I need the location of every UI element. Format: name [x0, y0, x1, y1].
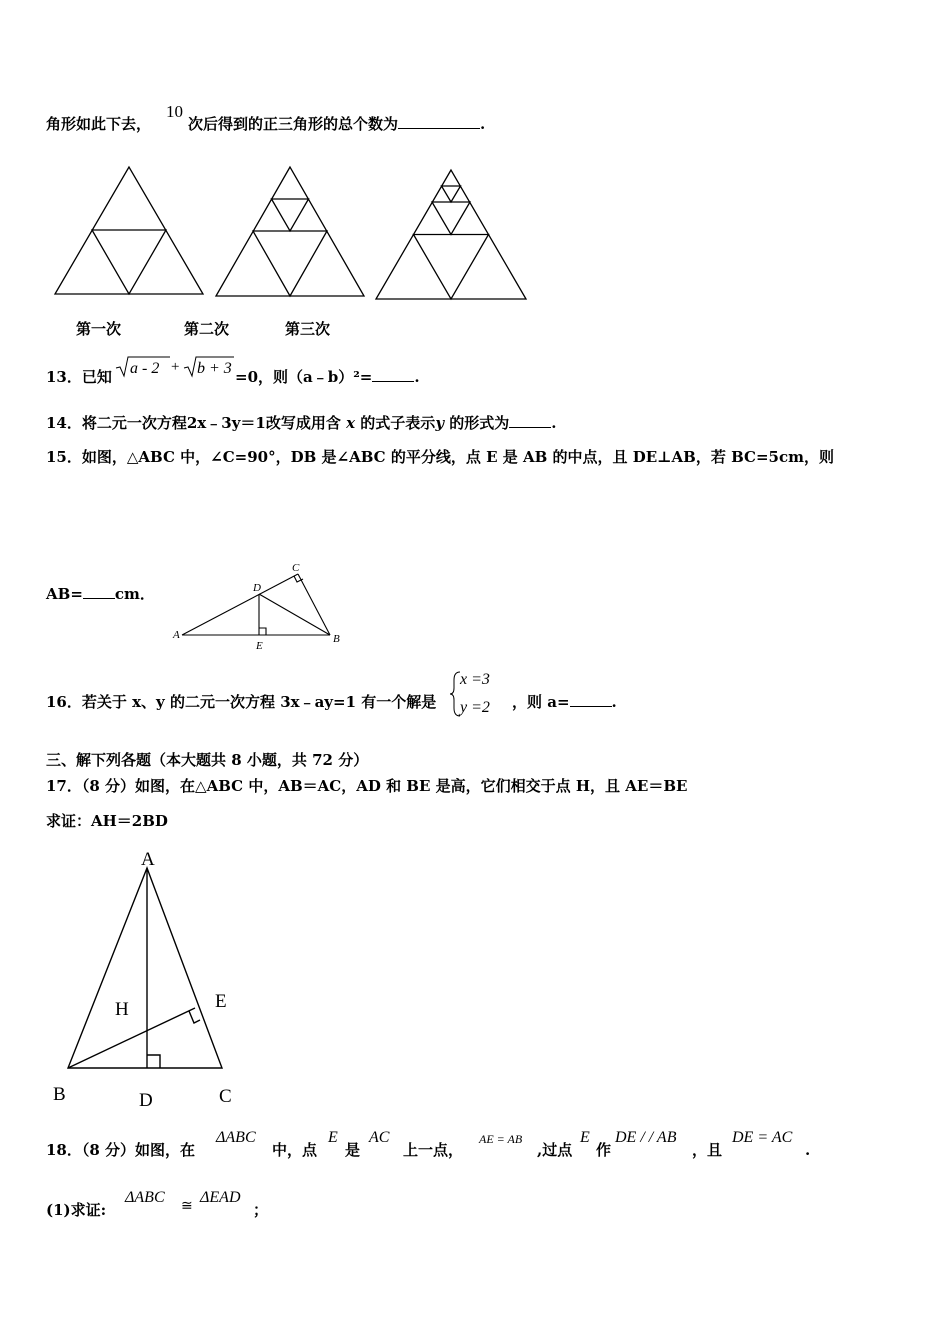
q18-congruent: ≅ — [181, 1199, 193, 1214]
q16-question: ，则 a= — [512, 693, 570, 711]
q18-de-equals-ac: DE = AC — [732, 1129, 793, 1146]
q13-period: . — [414, 368, 420, 386]
q14-mid2: 的式子表示 — [360, 414, 436, 432]
q18-segment-ac: AC — [369, 1129, 390, 1146]
q12-question: 次后得到的正三角形的总个数为 — [188, 115, 399, 133]
q14-line — [46, 416, 557, 431]
q12-text-start: 角形如此下去， — [46, 115, 152, 133]
fig1-inner-triangle — [92, 230, 166, 294]
q18-part1-triangle-ead: ΔEAD — [200, 1189, 241, 1206]
q15-ab: AB= — [46, 585, 83, 603]
q18-qie: ，且 — [692, 1141, 723, 1159]
q15-answer-blank — [83, 598, 115, 599]
q13-radicand-2: b + 3 — [197, 360, 232, 377]
q13-question: =0，则（a﹣b）²= — [235, 368, 373, 386]
triangle-figures — [0, 0, 950, 320]
q17-prove: 求证：AH＝2BD — [46, 812, 168, 830]
q16-rest — [512, 695, 617, 710]
q18-guo: ,过点 — [537, 1141, 573, 1159]
q18-de-parallel-ab: DE / / AB — [615, 1129, 677, 1146]
q18-point-e: E — [328, 1129, 338, 1146]
q17-label-e: E — [215, 991, 227, 1012]
q13-plus: + — [171, 359, 180, 375]
section-heading: 三、解下列各题（本大题共 8 小题，共 72 分） — [46, 751, 369, 769]
q14-x: x — [346, 414, 356, 432]
q14-answer-blank — [509, 427, 551, 428]
q13-number: 13．已知 — [46, 368, 112, 386]
q17-label-b: B — [53, 1084, 66, 1105]
q17-label-h: H — [115, 999, 129, 1020]
fig2-small-triangle — [272, 199, 309, 231]
q17-label-c: C — [219, 1086, 232, 1107]
q17-label-d: D — [139, 1090, 153, 1111]
q13-answer-blank — [372, 381, 414, 382]
q16-system-line-2: y =2 — [460, 699, 490, 716]
q14-rest: 的形式为 — [449, 414, 510, 432]
fig3-inner-triangle — [414, 235, 489, 300]
caption-second: 第二次 — [184, 320, 230, 338]
q15-unit: cm． — [114, 585, 155, 603]
q16-system-line-1: x =3 — [460, 671, 490, 688]
q18-zhong: 中，点 — [272, 1141, 318, 1159]
q14-prefix: 14．将二元一次方程 — [46, 414, 187, 432]
q17-text: 17．（8 分）如图，在△ABC 中，AB＝AC，AD 和 BE 是高，它们相交于点 H，且 AE＝BE — [46, 777, 688, 795]
q15-label-c: C — [292, 562, 300, 574]
q15-text: 15．如图，△ABC 中，∠C=90°，DB 是∠ABC 的平分线，点 E 是 AB 的中点，且 DE⊥AB，若 BC=5cm，则 — [46, 448, 834, 466]
q13-radicand-1: a - 2 — [130, 360, 160, 377]
q14-equation: 2x﹣3y＝1 — [186, 414, 266, 432]
fig3-small-triangle — [432, 202, 470, 235]
q17-figure — [45, 845, 265, 1115]
q18-period: . — [805, 1141, 811, 1159]
q18-semicolon: ； — [253, 1201, 269, 1219]
q15-figure — [170, 558, 370, 653]
q18-zuo: 作 — [596, 1141, 612, 1159]
q18-ae-ab: AE = AB — [479, 1132, 523, 1146]
q15-label-d: D — [253, 582, 261, 594]
q14-mid: 改写成用含 — [265, 414, 341, 432]
q14-y: y — [435, 414, 445, 432]
caption-third: 第三次 — [285, 320, 331, 338]
q16-answer-blank — [570, 706, 612, 707]
q12-period: . — [480, 115, 486, 133]
q18-shang: 上一点， — [403, 1141, 464, 1159]
q15-label-a: A — [173, 629, 180, 641]
q16-text: 16．若关于 x、y 的二元一次方程 3x﹣ay=1 有一个解是 — [46, 693, 437, 711]
q13-rest — [235, 370, 420, 385]
q18-triangle-abc: ΔABC — [216, 1129, 256, 1146]
q18-point-e2: E — [580, 1129, 590, 1146]
caption-first: 第一次 — [76, 320, 122, 338]
q15-answer — [46, 587, 155, 602]
q18-shi: 是 — [345, 1141, 361, 1159]
q15-label-b: B — [333, 633, 340, 645]
q15-label-e: E — [256, 640, 263, 652]
q18-part1: (1)求证: — [46, 1201, 107, 1219]
fig3-tiny-triangle — [442, 186, 461, 202]
q17-label-a: A — [141, 849, 155, 870]
q18-number: 18．（8 分）如图，在 — [46, 1141, 196, 1159]
fig2-inner-triangle — [253, 231, 327, 296]
q16-period: . — [611, 693, 617, 711]
q12-exponent: 10 — [166, 102, 183, 121]
q18-part1-triangle-abc: ΔABC — [125, 1189, 165, 1206]
q14-period: . — [551, 414, 557, 432]
